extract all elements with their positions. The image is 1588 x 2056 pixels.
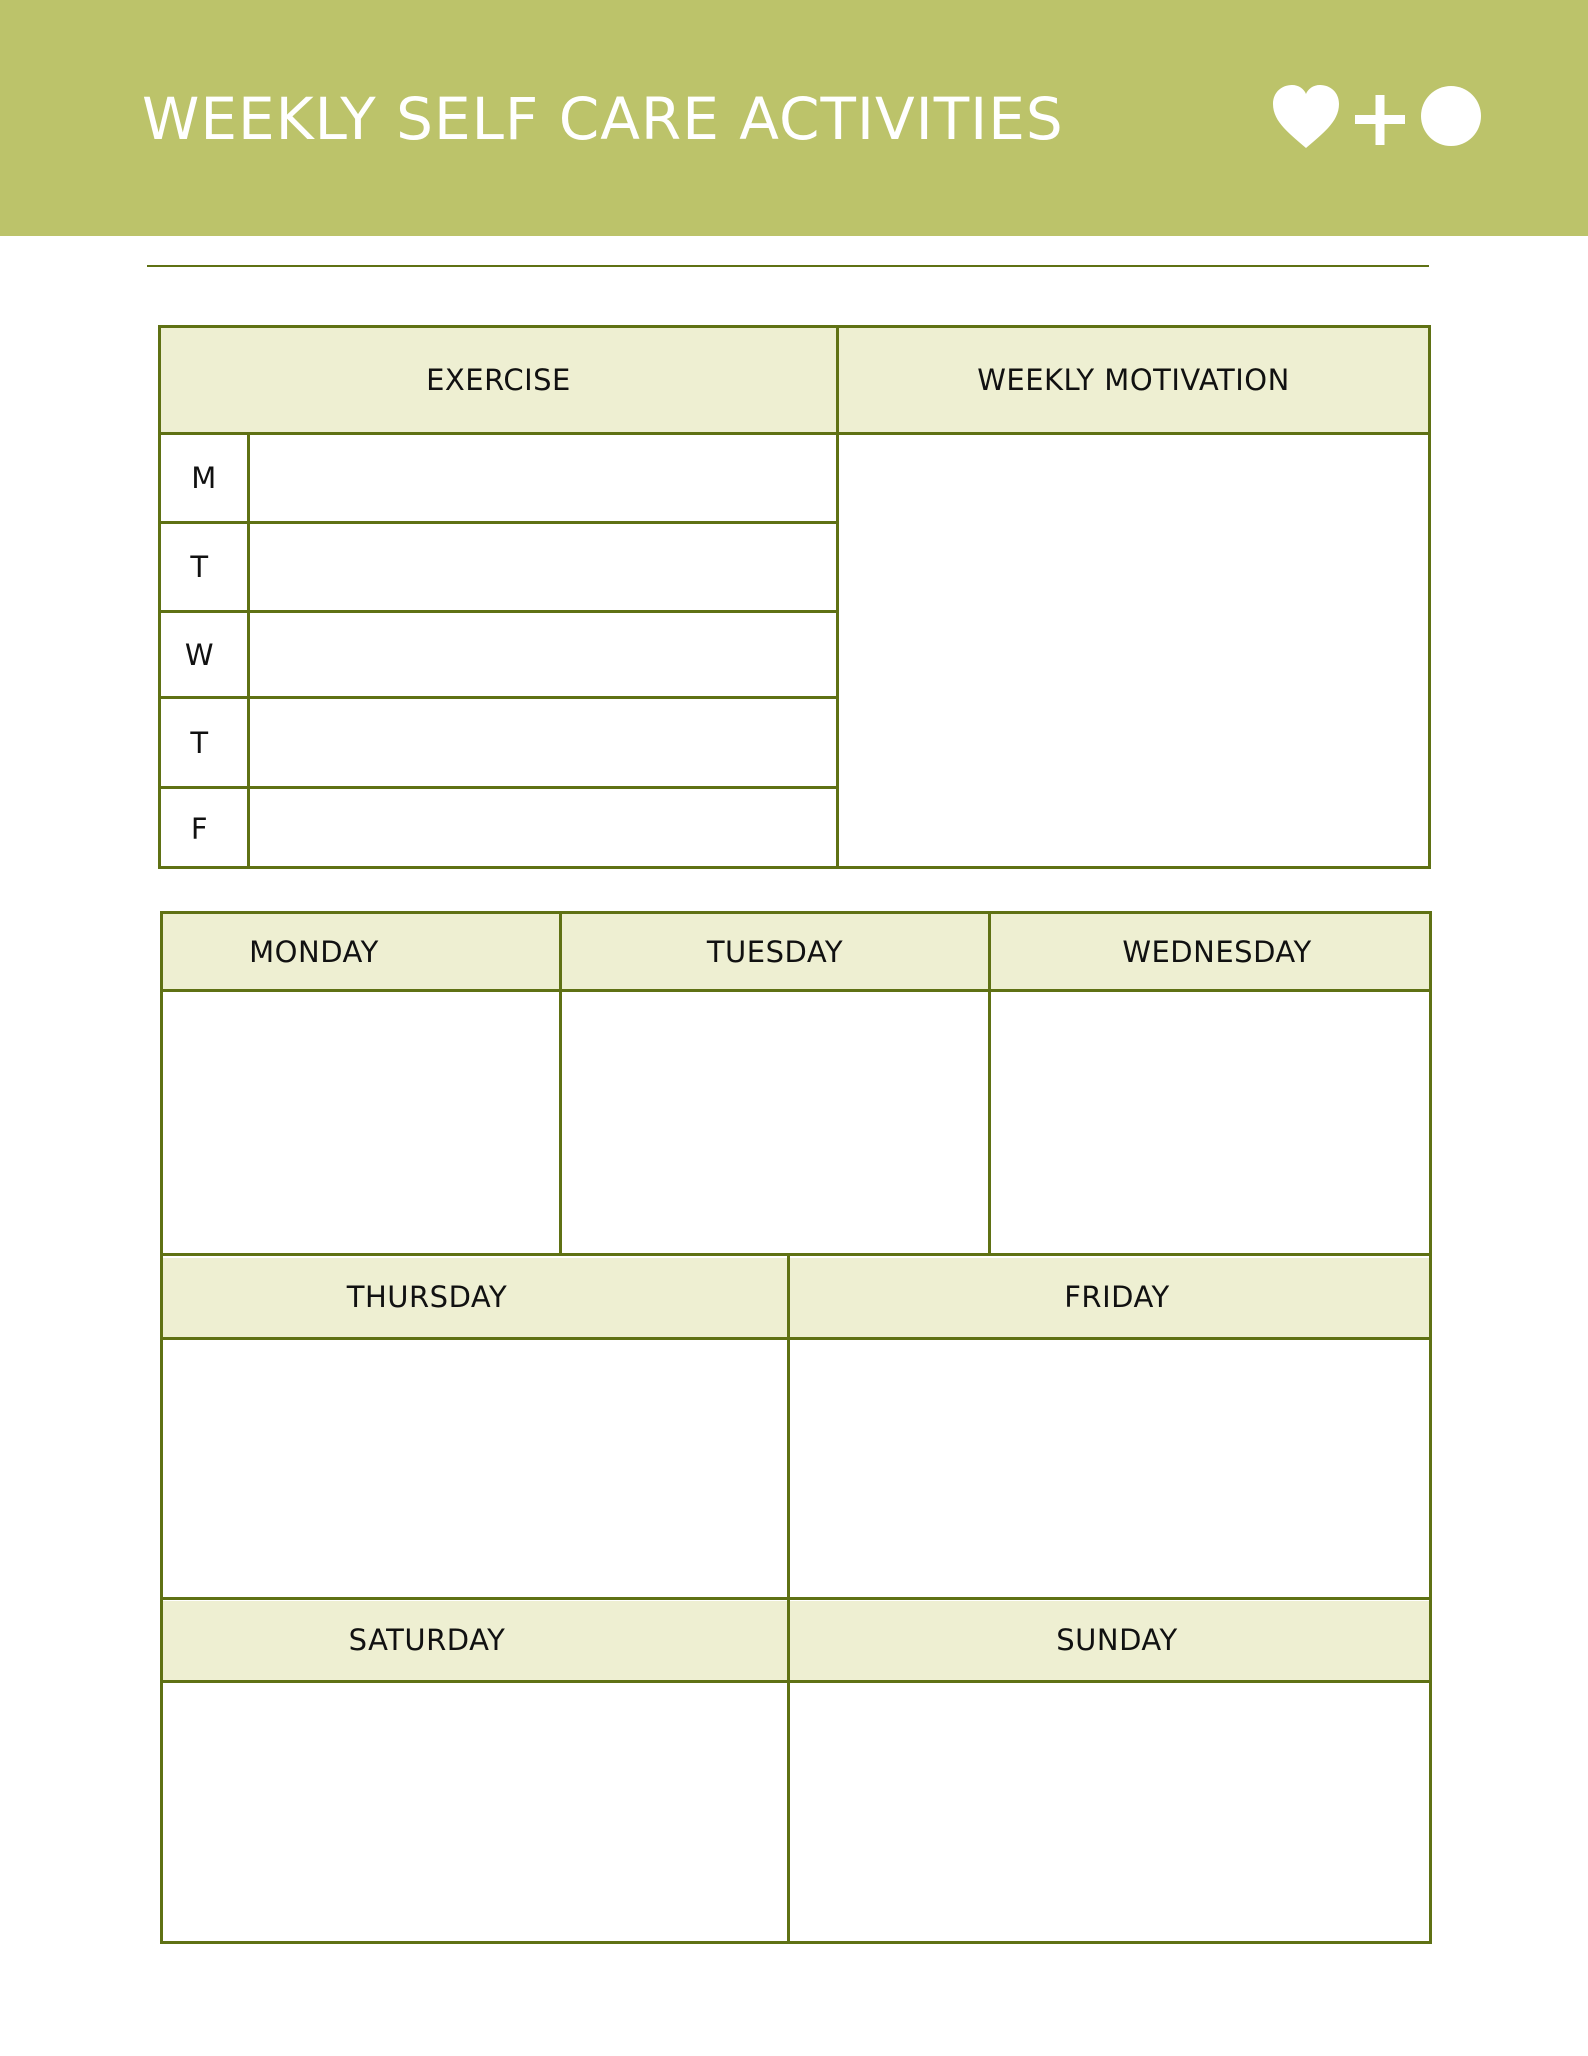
weekly-motivation-entry[interactable] <box>839 435 1428 866</box>
page-title: WEEKLY SELF CARE ACTIVITIES <box>142 85 1064 153</box>
header-icons <box>1268 84 1486 154</box>
day-header-thursday: THURSDAY <box>346 1279 508 1314</box>
day-entry-thursday[interactable] <box>163 1340 787 1597</box>
exercise-entry-wednesday[interactable] <box>250 613 836 696</box>
divider-line <box>147 265 1429 267</box>
day-header-sunday: SUNDAY <box>1056 1623 1178 1657</box>
circle-icon <box>1421 86 1481 146</box>
exercise-entry-tuesday[interactable] <box>250 524 836 610</box>
exercise-day-thursday: T <box>190 725 209 760</box>
exercise-header: EXERCISE <box>426 363 571 397</box>
day-header-wednesday: WEDNESDAY <box>1122 935 1312 969</box>
day-entry-tuesday[interactable] <box>562 992 988 1253</box>
weekly-motivation-header: WEEKLY MOTIVATION <box>977 363 1290 397</box>
plus-icon <box>1355 95 1405 145</box>
day-entry-wednesday[interactable] <box>991 992 1429 1253</box>
exercise-day-friday: F <box>190 812 209 846</box>
day-entry-sunday[interactable] <box>790 1683 1429 1941</box>
exercise-day-monday: M <box>191 461 217 495</box>
day-header-tuesday: TUESDAY <box>706 935 844 969</box>
day-header-friday: FRIDAY <box>1064 1279 1170 1314</box>
day-entry-friday[interactable] <box>790 1340 1429 1597</box>
exercise-day-wednesday: W <box>184 637 215 672</box>
day-header-saturday: SATURDAY <box>348 1623 506 1657</box>
exercise-day-tuesday: T <box>190 550 209 584</box>
day-header-monday: MONDAY <box>249 935 379 969</box>
heart-icon <box>1273 85 1339 148</box>
day-entry-saturday[interactable] <box>163 1683 787 1941</box>
day-entry-monday[interactable] <box>163 992 559 1253</box>
exercise-entry-monday[interactable] <box>250 435 836 521</box>
exercise-entry-friday[interactable] <box>250 789 836 866</box>
header-banner <box>0 0 1588 236</box>
exercise-entry-thursday[interactable] <box>250 699 836 786</box>
